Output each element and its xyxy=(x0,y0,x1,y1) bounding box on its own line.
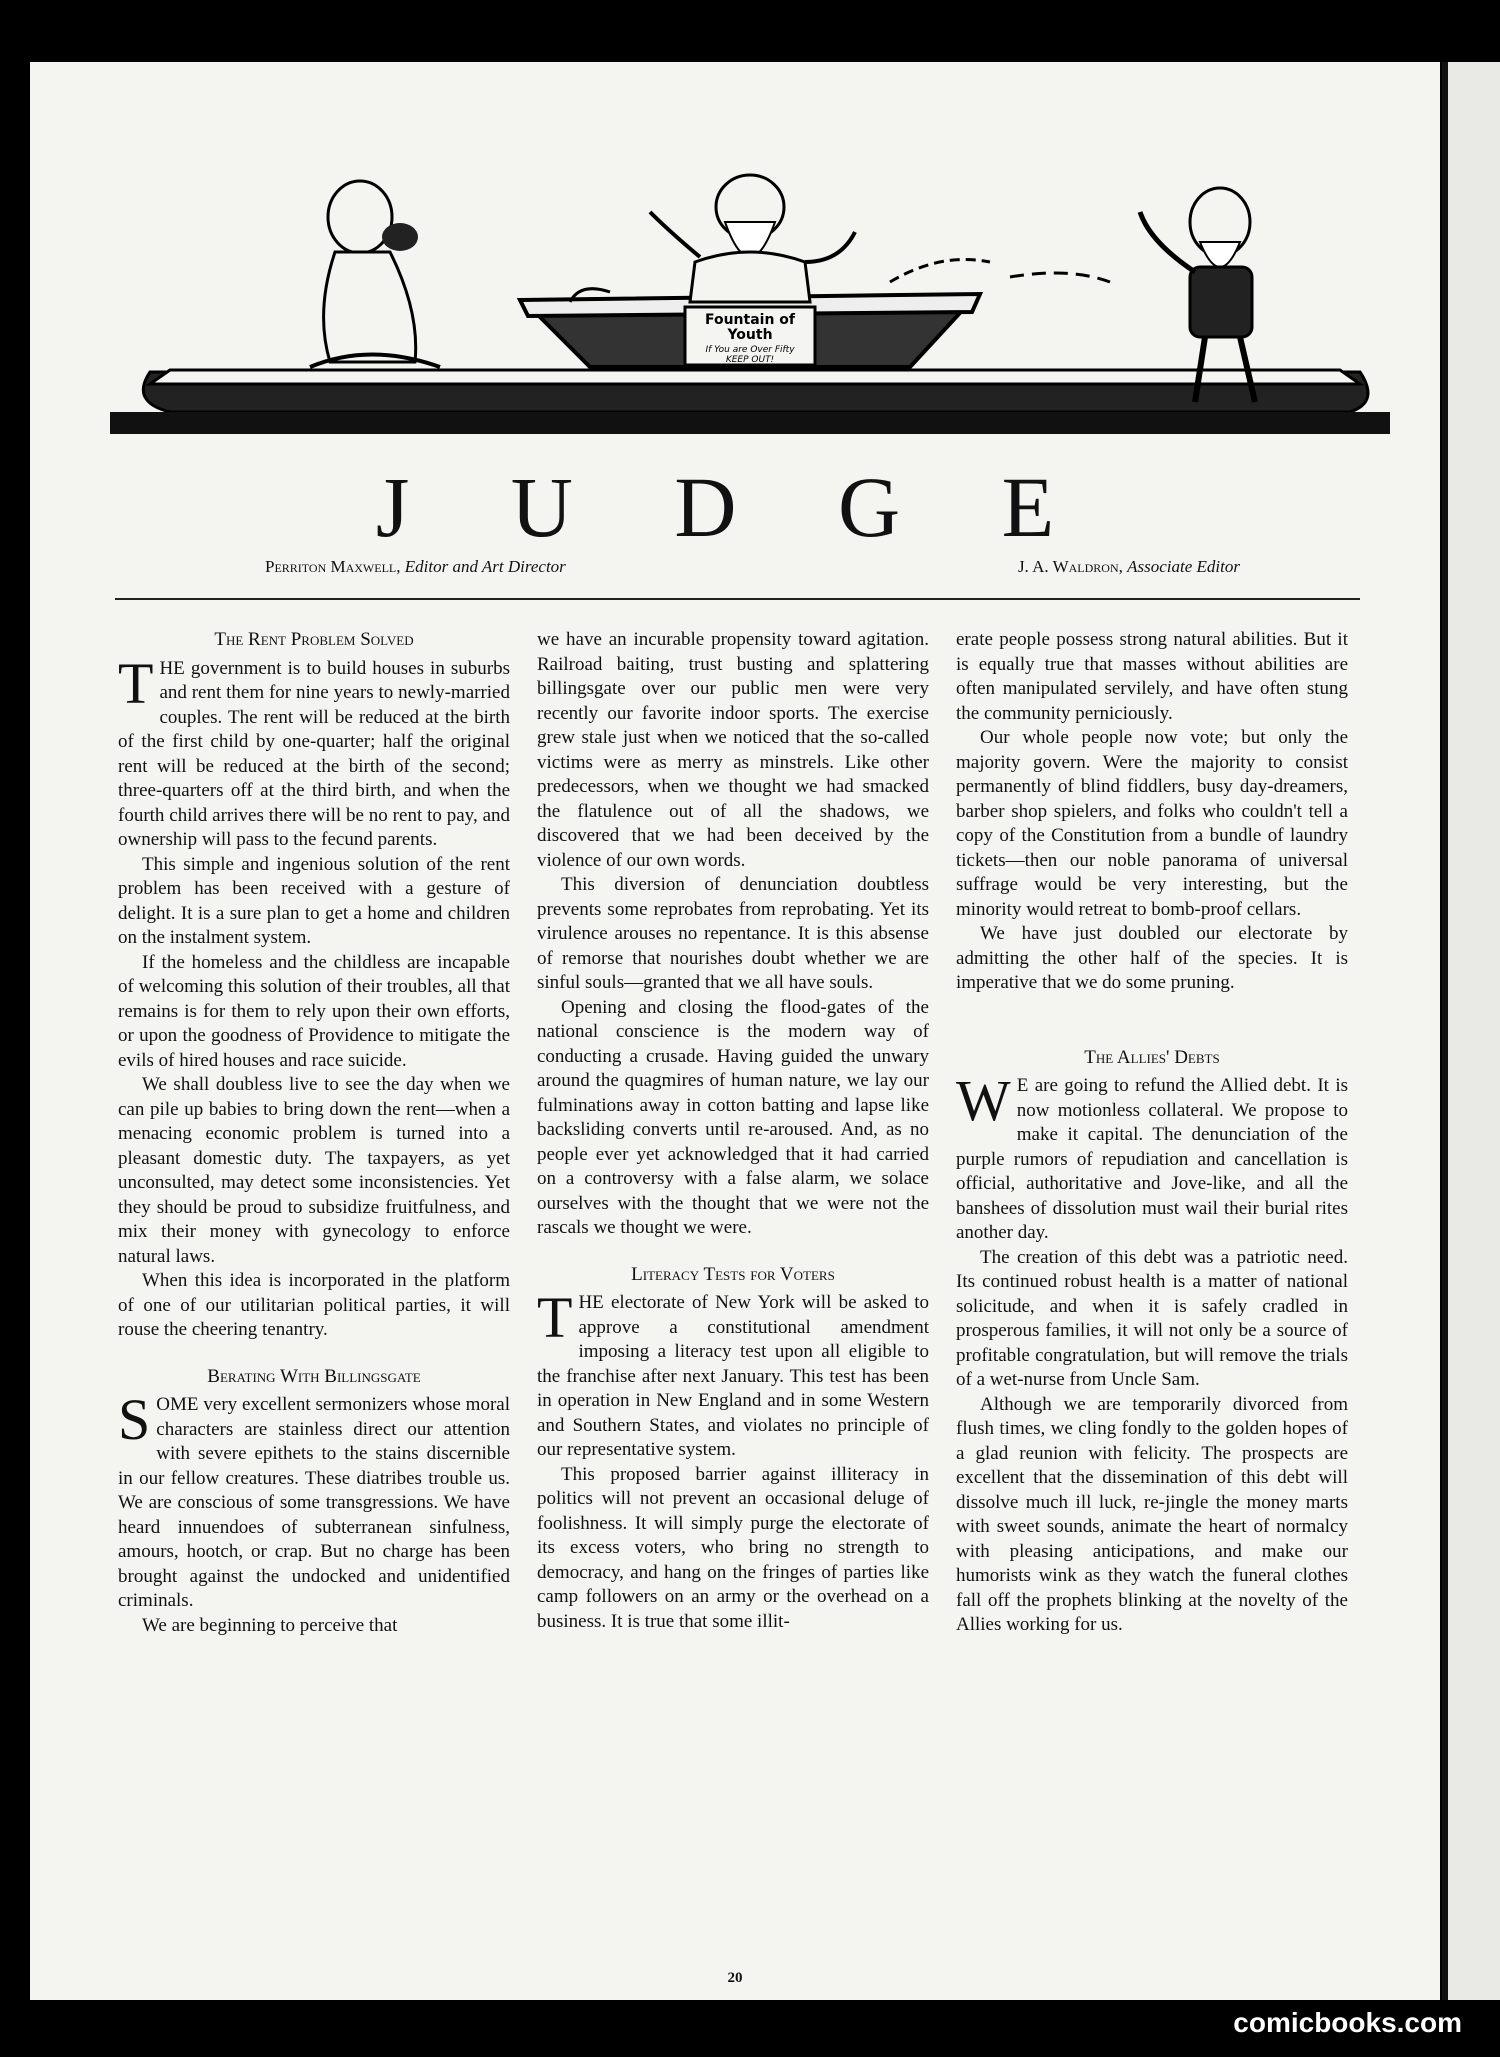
debts-paragraph-2: The creation of this debt was a patriotic need. Its continued robust health is a matter of national solicitude, and when it is safely cradled in prosperous families, it will not only be a source of profitable congratulation, but will remove the trials of a wet-nurse from Uncle Sam. xyxy=(956,1246,1348,1390)
column-1 xyxy=(118,628,510,1638)
rent-paragraph-4: We shall doubless live to see the day when we can pile up babies to bring down the rent—when a menacing economic problem is turned into a pleasant domestic duty. The taxpayers, as yet unconsulted, may detect some inconsistencies. Yet they should be proud to subsidize fruitfulness, and mix their money with gynecology to enforce natural laws. xyxy=(118,1074,510,1267)
debts-paragraph-1-text: E are going to refund the Allied debt. It is now motionless collateral. We propose to make it capital. The denunciation of the purple rumors of repudiation and cancellation is official, authoritative and Jove-like, and all the banshees of dissolution must wail their burial rites another day. xyxy=(956,1075,1348,1243)
sign-line-2: Youth xyxy=(727,327,773,343)
page-number: 20 xyxy=(727,1970,743,1986)
billingsgate-paragraph-1-text: OME very excellent sermonizers whose moral characters are stainless direct our attention with severe epithets to the stains discernible in our fellow creatures. These diatribes trouble us. We are conscious of some transgressions. We have heard innuendoes of subterranean sinfulness, amours, hootch, or crap. But no charge has been brought against the undocked and unidentified criminals. xyxy=(118,1394,510,1611)
debts-paragraph-1 xyxy=(956,1068,1348,1246)
editor-credit xyxy=(265,557,566,577)
billingsgate-heading: Berating With Billingsgate xyxy=(207,1365,421,1387)
rent-paragraph-3: If the homeless and the childless are incapable of welcoming this solution of their troubles, all that remains is for them to rely upon their own efforts, or upon the goodness of Providence to mitigate the evils of hired houses and race suicide. xyxy=(118,951,510,1071)
rent-paragraph-5: When this idea is incorporated in the platform of one of our utilitarian political parties, it will rouse the cheering tenantry. xyxy=(118,1270,510,1340)
literacy-paragraph-3: Our whole people now vote; but only the majority govern. Were the majority to consist permanently of blind fiddlers, busy day-dreamers, barber shop spielers, and folks who couldn't tell a copy of the Constitution from a bundle of laundry tickets—then our noble panorama of universal suffrage would be very interesting, but the minority would retreat to bomb-proof cellars. xyxy=(956,727,1348,920)
billingsgate-paragraph-4: Opening and closing the flood-gates of the national conscience is the modern way of conducting a crusade. Having guided the unwary around the quagmires of human nature, we lay our fulminations away in cotton batting and lapse like backsliding converts until re-aroused. And, as no people ever yet acknowledged that it had carried on a controversy with a false alarm, we solace ourselves with the thought that we were not the rascals we thought we were. xyxy=(537,996,929,1238)
literacy-paragraph-2-continued: erate people possess strong natural abilities. But it is equally true that masses without abilities are often manipulated servilely, and have often stung the community perniciously. xyxy=(956,629,1348,724)
debts-paragraph-3: Although we are temporarily divorced from flush times, we cling fondly to the golden hopes of a glad reunion with felicity. The prospects are excellent that the dissemination of this debt will dissolve much ill luck, re-jingle the money marts with sweet sounds, animate the heart of normalcy with pleasing anticipations, and make our humorists wink as they watch the funeral clothes fall off the prophets blinking at the novelty of the Allies working for us. xyxy=(956,1393,1348,1635)
rent-paragraph-2: This simple and ingenious solution of the rent problem has been received with a gesture of delight. It is a sure plan to get a home and children on the instalment system. xyxy=(118,853,510,948)
billingsgate-paragraph-1 xyxy=(118,1387,510,1614)
fountain-of-youth-illustration xyxy=(110,102,1390,447)
editor-role: Editor and Art Director xyxy=(404,557,566,576)
editor-name: Perriton Maxwell, xyxy=(265,557,401,576)
debts-heading: The Allies' Debts xyxy=(1084,1046,1220,1068)
literacy-paragraph-1-text: HE electorate of New York will be asked to approve a constitutional amendment imposing a literacy test upon all eligible to the franchise after next January. This test has been in operation in New England and in some Western and Southern States, and violates no principle of our representative system. xyxy=(537,1292,929,1460)
sign-line-1: Fountain of xyxy=(704,312,796,328)
billingsgate-paragraph-3: This diversion of denunciation doubtless prevents some reprobates from reprobating. Yet its virulence arouses no repentance. It is this absense of remorse that nourishes doubt whether we are sinful souls—granted that we all have souls. xyxy=(537,874,929,993)
sign-line-3: If You are Over Fifty xyxy=(705,345,795,355)
literacy-paragraph-1 xyxy=(537,1285,929,1463)
debts-dropcap: W xyxy=(956,1068,1011,1133)
header-rule xyxy=(115,598,1360,600)
masthead-title: J U D G E xyxy=(375,459,1095,555)
billingsgate-dropcap: S xyxy=(118,1387,151,1452)
associate-editor-role: Associate Editor xyxy=(1127,557,1240,576)
column-3 xyxy=(956,628,1348,1638)
literacy-heading: Literacy Tests for Voters xyxy=(631,1263,835,1285)
sign-line-4: KEEP OUT! xyxy=(725,355,775,365)
magazine-page xyxy=(30,62,1440,2000)
rent-dropcap: T xyxy=(118,650,154,716)
literacy-paragraph-4: We have just doubled our electorate by admitting the other half of the species. It is imperative that we do some pruning. xyxy=(956,923,1348,993)
adjacent-page-edge xyxy=(1442,62,1500,2000)
rent-heading: The Rent Problem Solved xyxy=(214,629,414,650)
literacy-dropcap: T xyxy=(537,1285,573,1350)
billingsgate-paragraph-2-continued: we have an incurable propensity toward agitation. Railroad baiting, trust busting and splattering billingsgate over our public men were very recently our favorite indoor sports. The exercise grew stale just when we noticed that the so-called victims were as merry as minstrels. Like other predecessors, when we thought we had smacked the flatulence out of all the shadows, we discovered that we had been deceived by the violence of our own words. xyxy=(537,629,929,871)
column-2 xyxy=(537,628,929,1634)
site-watermark: comicbooks.com xyxy=(1233,2007,1462,2038)
associate-editor-credit xyxy=(1018,557,1240,577)
rent-paragraph-1-text: HE government is to build houses in suburbs and rent them for nine years to newly-married couples. The rent will be reduced at the birth of the first child by one-quarter; half the original rent will be reduced at the birth of the second; three-quarters off at the third birth, and when the fourth child arrives there will be no rent to pay, and ownership will pass to the fecund parents. xyxy=(118,657,510,850)
rent-paragraph-1 xyxy=(118,650,510,853)
literacy-paragraph-2: This proposed barrier against illiteracy in politics will not prevent an occasional deluge of foolishness. It will simply purge the electorate of its excess voters, who bring no strength to democracy, and hang on the fringes of parties like camp followers on an army or the overhead on a business. It is true that some illit- xyxy=(537,1463,929,1632)
associate-editor-name: J. A. Waldron, xyxy=(1017,557,1123,576)
billingsgate-paragraph-2: We are beginning to perceive that xyxy=(142,1614,398,1636)
